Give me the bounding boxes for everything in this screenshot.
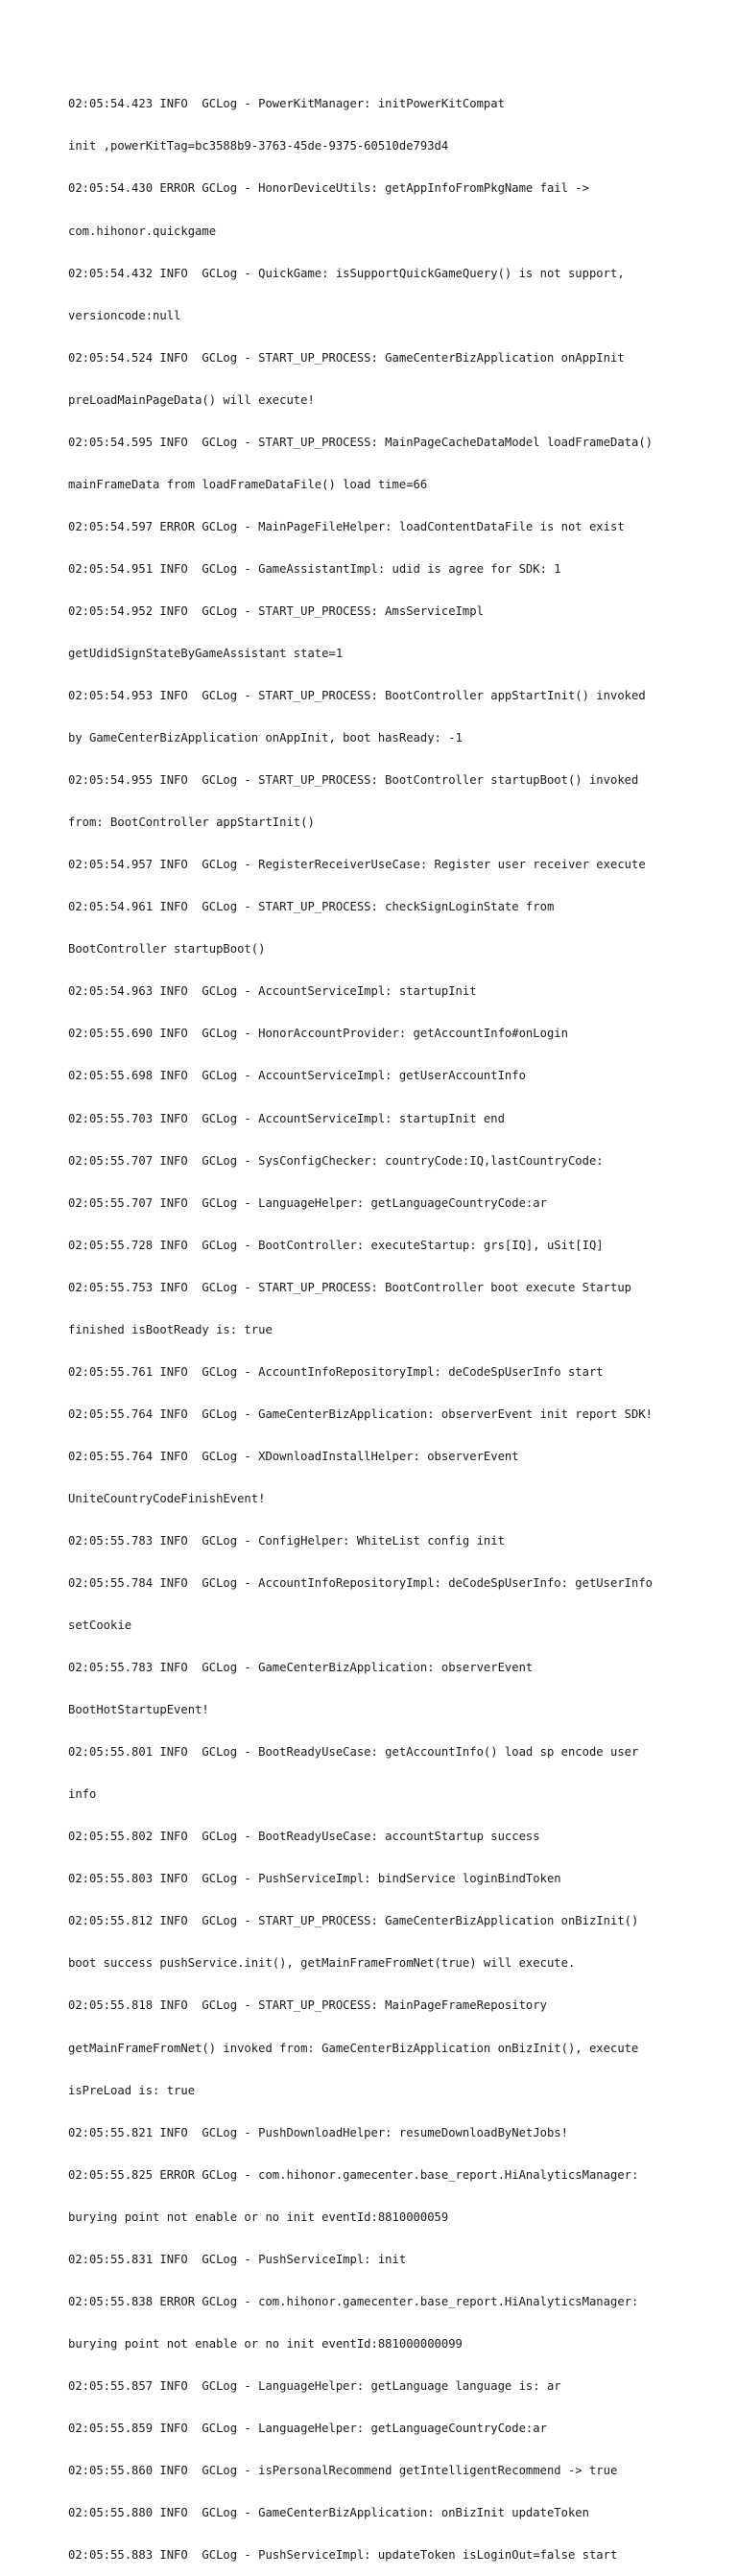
log-line: from: BootController appStartInit() — [68, 815, 315, 830]
log-line: 02:05:55.728 INFO GCLog - BootController: executeStartup: grs[IQ], uSit[IQ] — [68, 1238, 604, 1252]
log-line: 02:05:54.952 INFO GCLog - START_UP_PROCESS: AmsServiceImpl — [68, 603, 484, 618]
log-line: 02:05:54.430 ERROR GCLog - HonorDeviceUtils: getAppInfoFromPkgName fail -> — [68, 181, 589, 196]
log-line: com.hihonor.quickgame — [68, 224, 217, 238]
log-line: finished isBootReady is: true — [68, 1322, 273, 1336]
log-line: 02:05:55.831 INFO GCLog - PushServiceImpl: init — [68, 2252, 407, 2266]
log-line: 02:05:55.690 INFO GCLog - HonorAccountProvider: getAccountInfo#onLogin — [68, 1027, 568, 1041]
log-line: 02:05:54.524 INFO GCLog - START_UP_PROCESS: GameCenterBizApplication onAppInit — [68, 350, 625, 365]
log-line: 02:05:54.953 INFO GCLog - START_UP_PROCESS: BootController appStartInit() invoked — [68, 689, 646, 703]
log-line: 02:05:54.951 INFO GCLog - GameAssistantImpl: udid is agree for SDK: 1 — [68, 561, 561, 576]
log-line: 02:05:55.783 INFO GCLog - ConfigHelper: WhiteList config init — [68, 1533, 505, 1548]
log-line: preLoadMainPageData() will execute! — [68, 392, 315, 407]
log-line: 02:05:55.838 ERROR GCLog - com.hihonor.gamecenter.base_report.HiAnalyticsManager: — [68, 2294, 639, 2308]
log-line: 02:05:55.753 INFO GCLog - START_UP_PROCESS: BootController boot execute Startup — [68, 1280, 631, 1294]
log-line: 02:05:55.825 ERROR GCLog - com.hihonor.gamecenter.base_report.HiAnalyticsManager: — [68, 2167, 639, 2182]
log-line: 02:05:55.818 INFO GCLog - START_UP_PROCESS: MainPageFrameRepository — [68, 1998, 547, 2013]
log-line: 02:05:55.761 INFO GCLog - AccountInfoRepositoryImpl: deCodeSpUserInfo start — [68, 1364, 604, 1379]
log-line: 02:05:55.764 INFO GCLog - GameCenterBizApplication: observerEvent init report SDK! — [68, 1406, 654, 1421]
log-line: 02:05:55.803 INFO GCLog - PushServiceImpl: bindService loginBindToken — [68, 1872, 561, 1886]
log-line: BootController startupBoot() — [68, 942, 266, 957]
log-line: by GameCenterBizApplication onAppInit, boot hasReady: -1 — [68, 731, 463, 745]
log-line: boot success pushService.init(), getMainFrameFromNet(true) will execute. — [68, 1956, 576, 1971]
log-line: 02:05:55.802 INFO GCLog - BootReadyUseCase: accountStartup success — [68, 1830, 540, 1844]
log-line: init ,powerKitTag=bc3588b9-3763-45de-9375-60510de793d4 — [68, 139, 449, 154]
log-line: burying point not enable or no init eventId:8810000059 — [68, 2210, 449, 2224]
log-line: mainFrameData from loadFrameDataFile() load time=66 — [68, 477, 428, 491]
log-line: 02:05:54.595 INFO GCLog - START_UP_PROCESS: MainPageCacheDataModel loadFrameData() — [68, 435, 654, 449]
log-line: 02:05:55.883 INFO GCLog - PushServiceImpl: updateToken isLoginOut=false start — [68, 2548, 618, 2563]
log-line: getUdidSignStateByGameAssistant state=1 — [68, 646, 344, 660]
log-line: burying point not enable or no init eventId:881000000099 — [68, 2336, 463, 2351]
log-line: 02:05:54.963 INFO GCLog - AccountServiceImpl: startupInit — [68, 984, 477, 999]
log-line: 02:05:55.860 INFO GCLog - isPersonalRecommend getIntelligentRecommend -> true — [68, 2464, 618, 2477]
log-line: 02:05:55.812 INFO GCLog - START_UP_PROCESS: GameCenterBizApplication onBizInit() — [68, 1914, 639, 1928]
log-line: 02:05:55.698 INFO GCLog - AccountServiceImpl: getUserAccountInfo — [68, 1069, 526, 1083]
log-line: 02:05:54.597 ERROR GCLog - MainPageFileHelper: loadContentDataFile is not exist — [68, 519, 625, 533]
log-line: 02:05:55.880 INFO GCLog - GameCenterBizApplication: onBizInit updateToken — [68, 2506, 589, 2520]
log-line: 02:05:54.432 INFO GCLog - QuickGame: isSupportQuickGameQuery() is not support, — [68, 266, 625, 280]
log-line: 02:05:55.801 INFO GCLog - BootReadyUseCase: getAccountInfo() load sp encode user — [68, 1745, 639, 1760]
log-line: 02:05:54.961 INFO GCLog - START_UP_PROCESS: checkSignLoginState from — [68, 900, 555, 914]
log-line: 02:05:55.859 INFO GCLog - LanguageHelper: getLanguageCountryCode:ar — [68, 2421, 547, 2435]
log-line: 02:05:55.707 INFO GCLog - SysConfigChecker: countryCode:IQ,lastCountryCode: — [68, 1153, 604, 1168]
log-line: isPreLoad is: true — [68, 2083, 196, 2097]
log-line: setCookie — [68, 1619, 132, 1633]
log-line: getMainFrameFromNet() invoked from: GameCenterBizApplication onBizInit(), execute — [68, 2041, 639, 2055]
log-line: 02:05:55.857 INFO GCLog - LanguageHelper: getLanguage language is: ar — [68, 2378, 561, 2393]
log-line: 02:05:54.423 INFO GCLog - PowerKitManager: initPowerKitCompat — [68, 97, 505, 111]
log-line: versioncode:null — [68, 308, 181, 322]
log-line: 02:05:55.764 INFO GCLog - XDownloadInstallHelper: observerEvent — [68, 1449, 519, 1463]
log-line: 02:05:55.821 INFO GCLog - PushDownloadHelper: resumeDownloadByNetJobs! — [68, 2125, 568, 2139]
log-text — [68, 69, 682, 2576]
log-line: 02:05:55.784 INFO GCLog - AccountInfoRepositoryImpl: deCodeSpUserInfo: getUserInfo — [68, 1576, 654, 1591]
log-line: info — [68, 1787, 97, 1802]
log-line: BootHotStartupEvent! — [68, 1703, 209, 1717]
log-line: 02:05:55.783 INFO GCLog - GameCenterBizApplication: observerEvent — [68, 1661, 534, 1675]
log-line: 02:05:55.703 INFO GCLog - AccountServiceImpl: startupInit end — [68, 1111, 505, 1125]
log-line: 02:05:54.955 INFO GCLog - START_UP_PROCESS: BootController startupBoot() invoked — [68, 773, 639, 788]
log-line: UniteCountryCodeFinishEvent! — [68, 1491, 266, 1505]
log-line: 02:05:55.707 INFO GCLog - LanguageHelper: getLanguageCountryCode:ar — [68, 1195, 547, 1210]
log-line: 02:05:54.957 INFO GCLog - RegisterReceiverUseCase: Register user receiver execute — [68, 858, 646, 872]
